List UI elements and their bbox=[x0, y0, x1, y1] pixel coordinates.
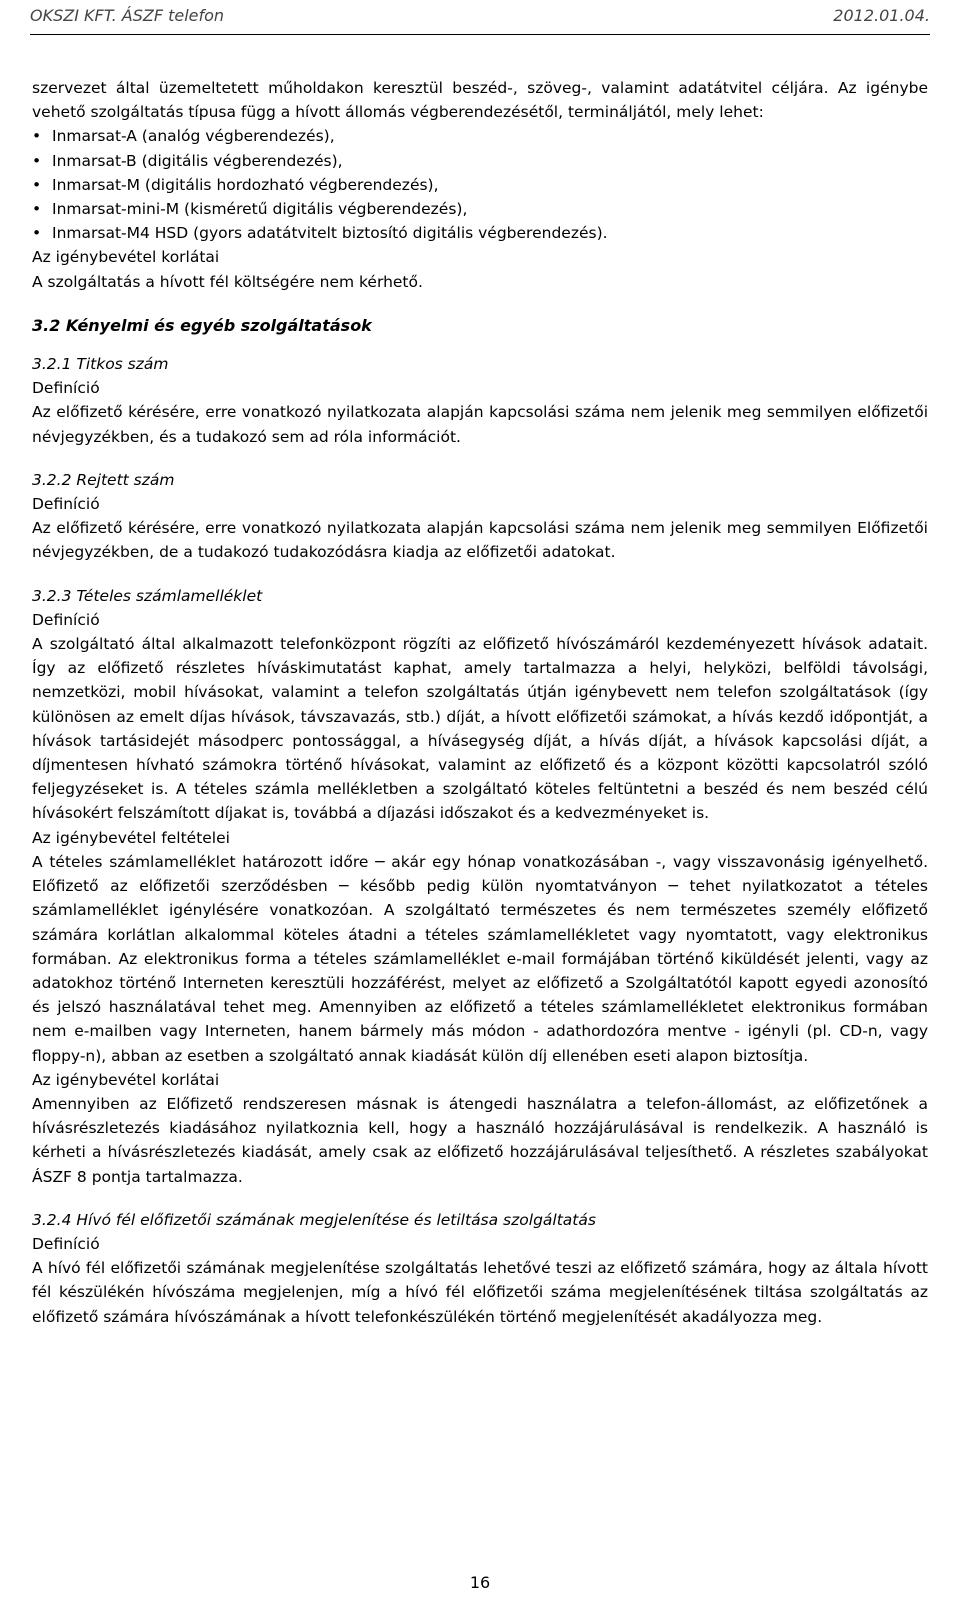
definition-label: Definíció bbox=[32, 610, 100, 629]
limits-text: Amennyiben az Előfizető rendszeresen másnak is átengedi használatra a telefon-állomást, az előfizetőnek a hívásrészletezés kiadásához nyilatkoznia kell, hogy a használó hozzájárulásával is rendelkezik. A használó is kérheti a hívásrészletezés kiadását, amely csak az előfizető hozzájárulásával teljesíthető. A részletes szabályokat ÁSZF 8 pontja tartalmazza. bbox=[32, 1094, 928, 1186]
page-header bbox=[30, 0, 930, 35]
list-item: • Inmarsat-M (digitális hordozható végberendezés), bbox=[32, 173, 928, 197]
subsection-title-324: 3.2.4 Hívó fél előfizetői számának megjelenítése és letiltása szolgáltatás bbox=[32, 1210, 596, 1229]
subsection-title-321: 3.2.1 Titkos szám bbox=[32, 355, 169, 374]
conditions-text: A tételes számlamelléklet határozott időre ─ akár egy hónap vonatkozásában -, vagy visszavonásig igényelhető. Előfizető az előfizetői szerződésben ─ később pedig külön nyomtatványon ─ tehet nyilatkozatot a tételes számlamelléklet igénylésére vonatkozóan. A szolgáltató természetes és nem természetes személy előfizető számára korlátlan alkalommal köteles átadni a tételes számlamellékletet vagy nyomtatott, vagy elektronikus formában. Az elektronikus forma a tételes számlamelléklet e-mail formájában történő kiküldését jelenti, vagy az adatokhoz történő Interneten keresztüli hozzáférést, melyet az előfizető a Szolgáltatótól kapott egyedi azonosító és jelszó használatával tehet meg. Amennyiben az előfizető a tételes számlamellékletet elektronikus formában nem e-mailben vagy Interneten, hanem bármely más módon - adathordozóra mentve - igényli (pl. CD-n, vagy floppy-n), abban az esetben a szolgáltató annak kiadását külön díj ellenében eseti alapon biztosítja. bbox=[32, 852, 928, 1065]
section-title: 3.2 Kényelmi és egyéb szolgáltatások bbox=[32, 315, 372, 335]
definition-text: A szolgáltató által alkalmazott telefonközpont rögzíti az előfizető hívószámáról kezdeményezett hívások adatait. Így az előfizető részletes híváskimutatást kaphat, amely tartalmazza a helyi, helyközi, belföldi távolsági, nemzetközi, mobil hívásokat, valamint a telefon szolgáltatás útján igénybevett nem telefon szolgáltatások (így különösen az emelt díjas hívások, távszavazás, stb.) díját, a hívott előfizetői számokat, a hívás kezdő időpontját, a hívások tartásidejét másodperc pontossággal, a hívásegység díját, a hívás díját, a hívások kapcsolási díját, a díjmentesen hívható számokra történő hívásokat, valamint az előfizető és a központ közötti kapcsolatról szóló feljegyzéseket is. A tételes számla mellékletben a szolgáltató köteles feltüntetni a beszéd és nem beszéd célú hívásokért felszámított díjakat is, továbbá a díjazási időszakot és a kedvezményeket is. bbox=[32, 635, 928, 823]
definition-text: Az előfizető kérésére, erre vonatkozó nyilatkozata alapján kapcsolási száma nem jelenik meg semmilyen Előfizetői névjegyzékben, de a tudakozó tudakozódásra kiadja az előfizetői adatokat. bbox=[32, 519, 928, 562]
header-title: OKSZI KFT. ÁSZF telefon bbox=[30, 6, 225, 25]
definition-label: Definíció bbox=[32, 1234, 100, 1253]
document-body bbox=[32, 76, 928, 1329]
conditions-label: Az igénybevétel feltételei bbox=[32, 828, 230, 847]
header-date: 2012.01.04. bbox=[833, 6, 930, 25]
limits-heading: Az igénybevétel korlátai bbox=[32, 248, 220, 267]
inmarsat-list bbox=[32, 124, 928, 245]
list-item: • Inmarsat-M4 HSD (gyors adatátvitelt biztosító digitális végberendezés). bbox=[32, 221, 928, 245]
list-item: • Inmarsat-A (analóg végberendezés), bbox=[32, 124, 928, 148]
limits-label: Az igénybevétel korlátai bbox=[32, 1070, 220, 1089]
page-number: 16 bbox=[469, 1573, 491, 1592]
list-item: • Inmarsat-mini-M (kisméretű digitális végberendezés), bbox=[32, 197, 928, 221]
intro-paragraph: szervezet által üzemeltetett műholdakon keresztül beszéd-, szöveg-, valamint adatátvitel céljára. Az igénybe vehető szolgáltatás típusa függ a hívott állomás végberendezésétől, termináljától, mely lehet: bbox=[32, 79, 928, 122]
definition-text: Az előfizető kérésére, erre vonatkozó nyilatkozata alapján kapcsolási száma nem jelenik meg semmilyen előfizetői névjegyzékben, és a tudakozó sem ad róla információt. bbox=[32, 403, 928, 446]
definition-label: Definíció bbox=[32, 379, 100, 398]
definition-label: Definíció bbox=[32, 495, 100, 514]
subsection-title-322: 3.2.2 Rejtett szám bbox=[32, 470, 175, 489]
definition-text: A hívó fél előfizetői számának megjelenítése szolgáltatás lehetővé teszi az előfizető számára, hogy az általa hívott fél készülékén hívószáma megjelenjen, míg a hívó fél előfizetői száma megjelenítésének tiltása szolgáltatás az előfizető számára hívószámának a hívott telefonkészülékén történő megjelenítését akadályozza meg. bbox=[32, 1259, 928, 1326]
limits-text: A szolgáltatás a hívott fél költségére nem kérhető. bbox=[32, 272, 423, 291]
list-item: • Inmarsat-B (digitális végberendezés), bbox=[32, 149, 928, 173]
subsection-title-323: 3.2.3 Tételes számlamelléklet bbox=[32, 586, 263, 605]
